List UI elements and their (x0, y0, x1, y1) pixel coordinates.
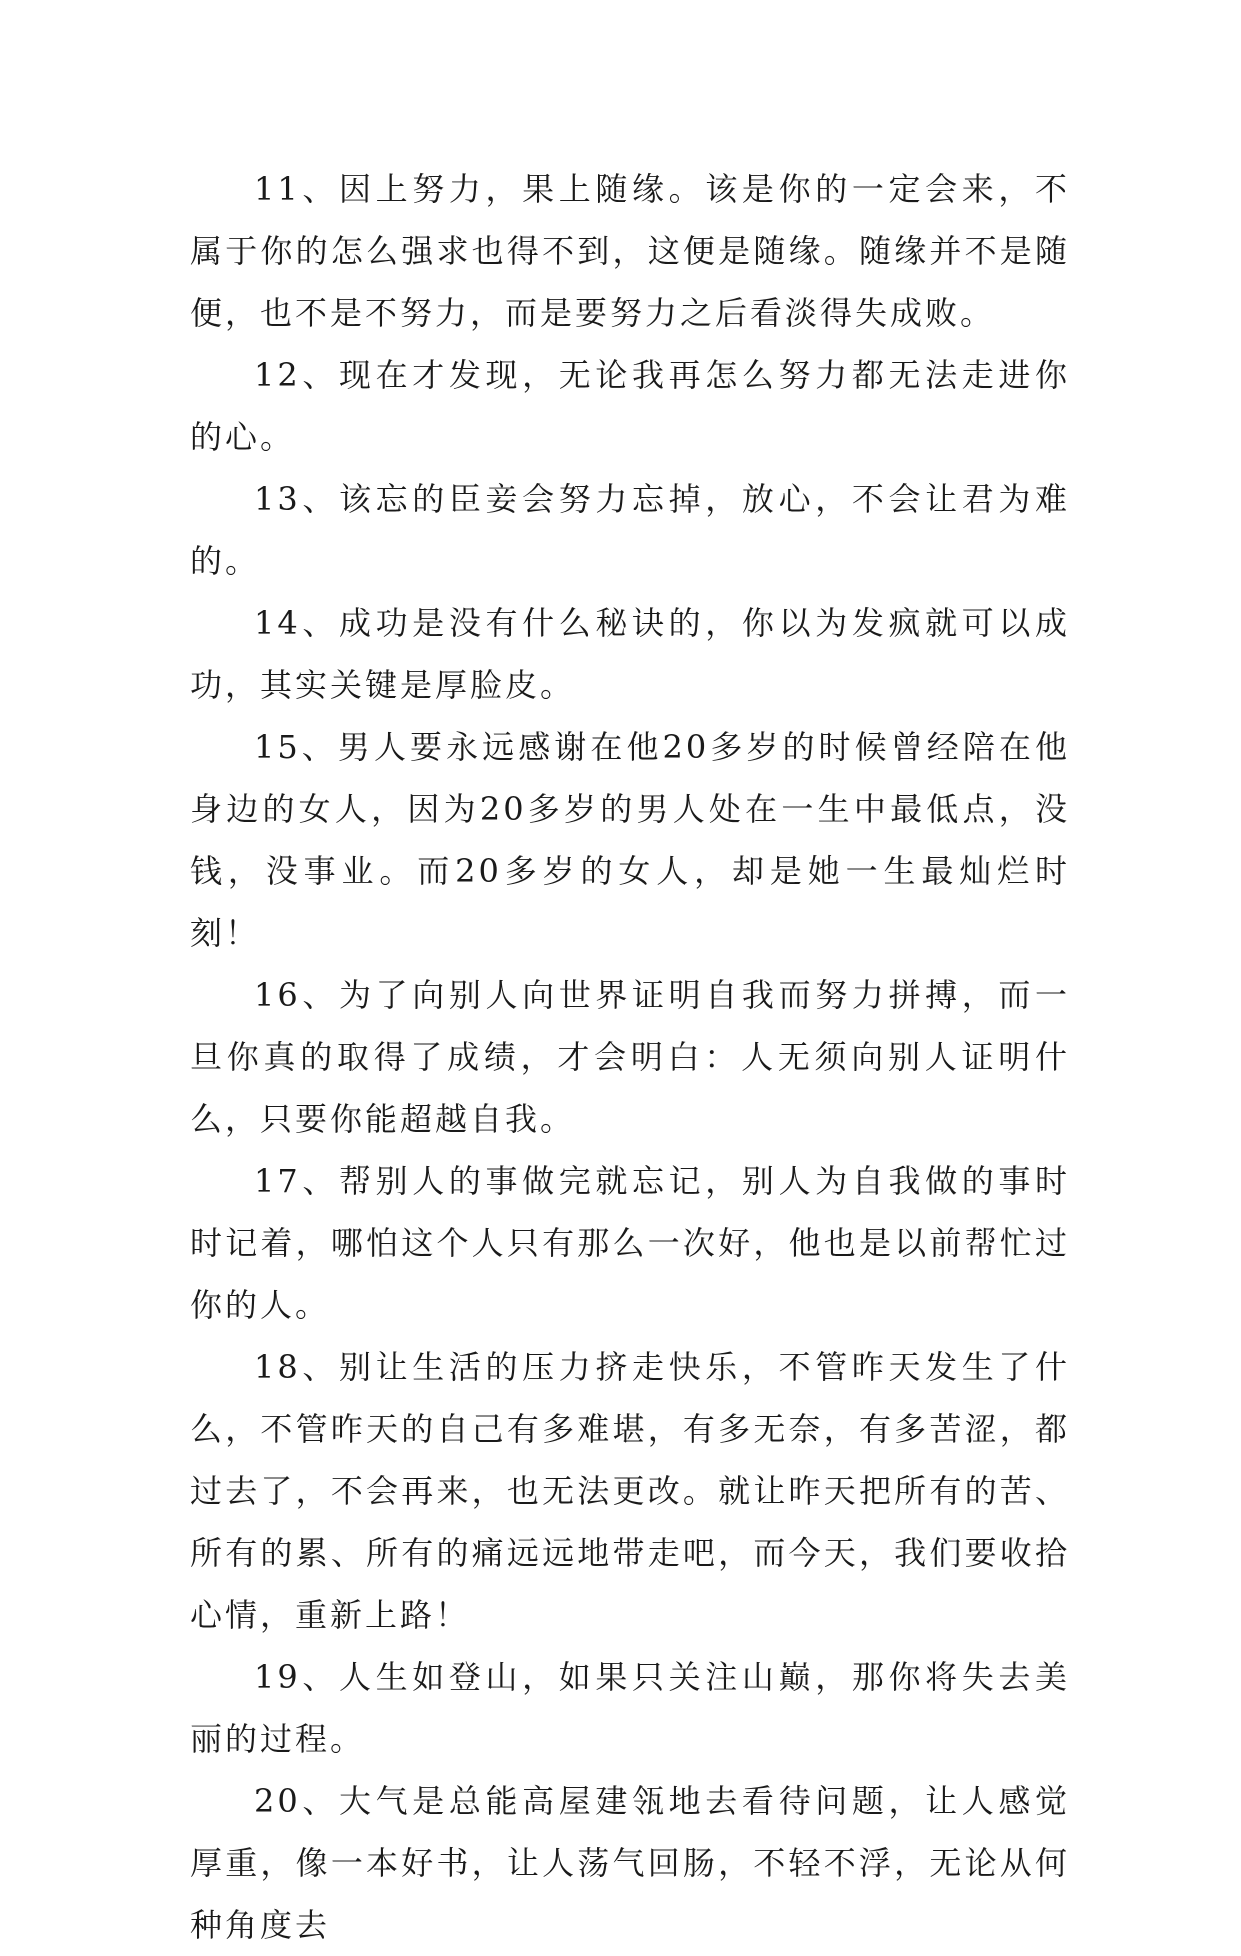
paragraph-12: 12、现在才发现，无论我再怎么努力都无法走进你的心。 (190, 356, 1070, 456)
paragraph-16: 16、为了向别人向世界证明自我而努力拼搏，而一旦你真的取得了成绩，才会明白：人无须向别人证明什么，只要你能超越自我。 (190, 976, 1070, 1138)
document-body (190, 158, 1070, 1956)
paragraph-11: 11、因上努力，果上随缘。该是你的一定会来，不属于你的怎么强求也得不到，这便是随缘。随缘并不是随便，也不是不努力，而是要努力之后看淡得失成败。 (190, 170, 1070, 332)
paragraph-15: 15、男人要永远感谢在他20多岁的时候曾经陪在他身边的女人，因为20多岁的男人处在一生中最低点，没钱，没事业。而20多岁的女人，却是她一生最灿烂时刻！ (190, 728, 1070, 952)
paragraph-13: 13、该忘的臣妾会努力忘掉，放心，不会让君为难的。 (190, 480, 1070, 580)
paragraph-17: 17、帮别人的事做完就忘记，别人为自我做的事时时记着，哪怕这个人只有那么一次好，他也是以前帮忙过你的人。 (190, 1162, 1070, 1324)
paragraph-18: 18、别让生活的压力挤走快乐，不管昨天发生了什么，不管昨天的自己有多难堪，有多无奈，有多苦涩，都过去了，不会再来，也无法更改。就让昨天把所有的苦、所有的累、所有的痛远远地带走吧，而今天，我们要收拾心情，重新上路！ (190, 1348, 1070, 1634)
paragraph-19: 19、人生如登山，如果只关注山巅，那你将失去美丽的过程。 (190, 1658, 1070, 1758)
paragraph-14: 14、成功是没有什么秘诀的，你以为发疯就可以成功，其实关键是厚脸皮。 (190, 604, 1070, 704)
paragraph-20: 20、大气是总能高屋建瓴地去看待问题，让人感觉厚重，像一本好书，让人荡气回肠，不轻不浮，无论从何种角度去 (190, 1782, 1070, 1944)
